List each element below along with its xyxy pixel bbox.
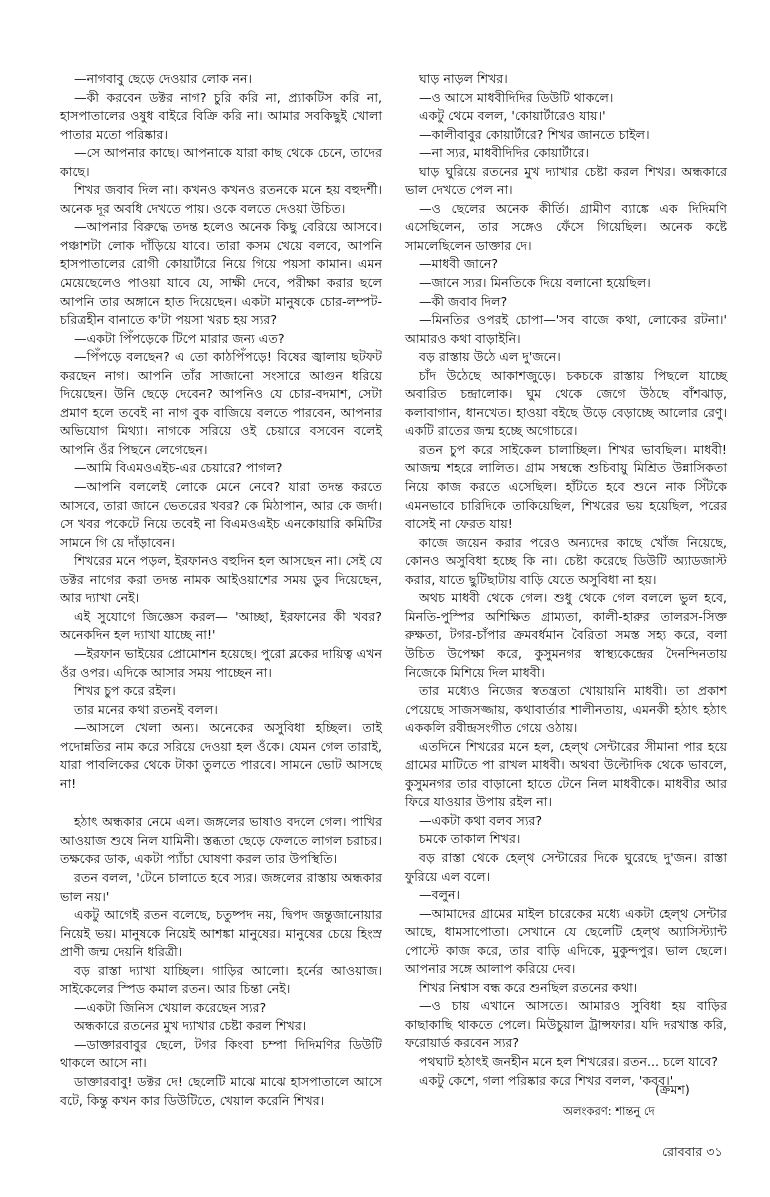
paragraph: —ও চায় এখানে আসতে। আমারও সুবিধা হয় বাড়ির কাছাকাছি থাকতে পেলে। মিউচুয়াল ট্রান্সফার। যদি দরখাস্ত করি, ফরোয়ার্ড করবেন স্যর? xyxy=(405,998,727,1051)
paragraph: শিখর চুপ করে রইল। xyxy=(74,683,176,699)
article-left-column xyxy=(60,70,382,1110)
paragraph: —ডাক্তারবাবুর ছেলে, টগর কিংবা চম্পা দিদিমণির ডিউটি থাকলে আসে না। xyxy=(60,1036,382,1071)
paragraph: চমকে তাকাল শিখর। xyxy=(419,831,521,847)
paragraph: বড় রাস্তা থেকে হেল্থ সেন্টারের দিকে ঘুরেছে দু'জন। রাস্তা ফুরিয়ে এল বলে। xyxy=(405,849,727,884)
paragraph: তার মধ্যেও নিজের স্বতন্ত্রতা খোয়ায়নি মাধবী। তা প্রকাশ পেয়েছে সাজসজ্জায়, কথাবার্তার শালীনতায়, এমনকী হঠাৎ হঠাৎ এককলি রবীন্দ্রসংগীত গেয়ে ওঠায়। xyxy=(405,683,727,736)
paragraph: —বলুন। xyxy=(419,887,461,903)
paragraph: পথঘাট হঠাৎই জনহীন মনে হল শিখরের। রতন... চলে যাবে? xyxy=(419,1053,718,1069)
paragraph: —কী করবেন ডক্টর নাগ? চুরি করি না, প্র্যাকটিস করি না, হাসপাতালের ওষুধ বাইরে বিক্রি করি না। আমার সবকিছুই খোলা পাতার মতো পরিষ্কার। xyxy=(60,89,382,142)
paragraph: —নাগবাবু ছেড়ে দেওয়ার লোক নন। xyxy=(74,71,252,86)
paragraph: —মিনতির ওপরই চোপা—'সব বাজে কথা, লোকের রটনা।' আমারও কথা বাড়াইনি। xyxy=(405,312,727,346)
paragraph: বড় রাস্তা দ্যাখা যাচ্ছিল। গাড়ির আলো। হর্নের আওয়াজ। সাইকেলের স্পিড কমাল রতন। আর চিন্তা নেই। xyxy=(60,962,382,997)
continued-marker: (ক্রমশ) xyxy=(655,1082,690,1097)
article-right-column xyxy=(405,70,727,1090)
paragraph: —একটা জিনিস খেয়াল করেছেন স্যর? xyxy=(74,999,267,1015)
paragraph: এই সুযোগে জিজ্ঞেস করল— 'আচ্ছা, ইরফানের কী খবর? অনেকদিন হল দ্যাখা যাচ্ছে না!' xyxy=(60,608,382,643)
section-break xyxy=(60,793,382,813)
paragraph: —ও ছেলের অনেক কীর্তি। গ্রামীণ ব্যাঙ্কে এক দিদিমণি এসেছিলেন, তার সঙ্গেও ফেঁসে গিয়েছিল। অনেক কষ্টে সামলেছিলেন ডাক্তার দে। xyxy=(405,200,727,253)
paragraph: অন্ধকারে রতনের মুখ দ্যাখার চেষ্টা করল শিখর। xyxy=(74,1018,307,1034)
paragraph: একটু আগেই রতন বলেছে, চতুষ্পদ নয়, দ্বিপদ জন্তুজানোয়ার নিয়েই ভয়। মানুষকে নিয়েই আশঙ্কা মানুষের। মানুষের চেয়ে হিংস্র প্রাণী জন্ম দেয়নি ধরিত্রী। xyxy=(60,907,382,960)
paragraph: শিখর নিশ্বাস বন্ধ করে শুনছিল রতনের কথা। xyxy=(419,979,638,995)
paragraph: একটু থেমে বলল, 'কোয়ার্টারেও যায়।' xyxy=(419,108,606,124)
paragraph: —ইরফান ভাইয়ের প্রোমোশন হয়েছে। পুরো ব্লকের দায়িত্ব এখন ওঁর ওপর। এদিকে আসার সময় পাচ্ছেন না। xyxy=(60,645,382,680)
paragraph: ডাক্তারবাবু! ডক্টর দে! ছেলেটি মাঝে মাঝে হাসপাতালে আসে বটে, কিন্তু কখন কার ডিউটিতে, খেয়াল করেনি শিখর। xyxy=(60,1073,382,1108)
paragraph: অথচ মাধবী থেকে গেল। শুধু থেকে গেল বললে ভুল হবে, মিনতি-পুস্পির অশিক্ষিত গ্রাম্যতা, কালী-হারুর তালরস-সিক্ত রুক্ষতা, টগর-চাঁপার ক্রমবর্ধমান বৈরিতা সমস্ত সহ্য করে, বলা উচিত উপেক্ষা করে, কুসুমনগর স্বাস্থ্যকেন্দ্রের দৈনন্দিনতায় নিজেকে মিশিয়ে দিল মাধবী। xyxy=(405,590,727,680)
paragraph: শিখর জবাব দিল না। কখনও কখনও রতনকে মনে হয় বহুদর্শী। অনেক দূর অবধি দেখতে পায়। ওকে বলতে দেওয়া উচিত। xyxy=(60,182,382,216)
paragraph: ঘাড় নাড়ল শিখর। xyxy=(419,71,508,86)
paragraph: —না স্যর, মাধবীদিদির কোয়ার্টারে। xyxy=(419,145,590,161)
paragraph: —জানে স্যর। মিনতিকে দিয়ে বলানো হয়েছিল। xyxy=(419,275,651,291)
paragraph: —কী জবাব দিল? xyxy=(419,293,508,309)
illustration-credit: অলংকরণ: শান্তনু দে xyxy=(563,1104,655,1118)
paragraph: ঘাড় ঘুরিয়ে রতনের মুখ দ্যাখার চেষ্টা করল শিখর। অন্ধকারে ভাল দেখতে পেল না। xyxy=(405,163,727,198)
paragraph: —একটা কথা বলব স্যর? xyxy=(419,812,543,828)
paragraph: —আপনার বিরুদ্ধে তদন্ত হলেও অনেক কিছু বেরিয়ে আসবে। পঞ্চাশটা লোক দাঁড়িয়ে যাবে। তারা কসম খেয়ে বলবে, আপনি হাসপাতালের রোগী কোয়ার্টারে নিয়ে গিয়ে পয়সা কামান। এমন মেয়েছেলেও পাওয়া যাবে যে, সাক্ষী দেবে, পরীক্ষা করার ছলে আপনি তার অঙ্গানে হাত দিয়েছেন। একটা মানুষকে চোর-লম্পট-চরিত্রহীন বানাতে ক'টা পয়সা খরচ হয় স্যর? xyxy=(60,219,382,328)
paragraph: হঠাৎ অন্ধকার নেমে এল। জঙ্গলের ভাষাও বদলে গেল। পাখির আওয়াজ শুষে নিল যামিনী। স্তব্ধতা ছেড়ে ফেলতে লাগল চরাচর। তক্ষকের ডাক, একটা প্যাঁচা ঘোষণা করল তার উপস্থিতি। xyxy=(60,814,382,867)
paragraph: রতন চুপ করে সাইকেল চালাচ্ছিল। শিখর ভাবছিল। মাধবী! আজন্ম শহরে লালিত। গ্রাম সম্বন্ধে শুচিবায়ু মিশ্রিত উন্নাসিকতা নিয়ে কাজ করতে এসেছিল। হাঁটতে হবে শুনে নাক সিঁটকে এমনভাবে চারিদিকে তাকিয়েছিল, শিখরের ভয় হয়েছিল, পরের বাসেই না ফেরত যায়! xyxy=(405,441,727,532)
paragraph: —একটা পিঁপড়েকে টিপে মারার জন্য এত? xyxy=(74,330,285,346)
paragraph: —কালীবাবুর কোয়ার্টারে? শিখর জানতে চাইল। xyxy=(419,126,650,142)
paragraph: রতন বলল, 'টেনে চালাতে হবে স্যর। জঙ্গলের রাস্তায় অন্ধকার ভাল নয়।' xyxy=(60,869,382,904)
page-footer: রোববার ৩১ xyxy=(662,1144,723,1159)
paragraph: —আমাদের গ্রামের মাইল চারেকের মধ্যে একটা হেল্থ সেন্টার আছে, ধামসাপোতা। সেখানে যে ছেলেটি হেল্থ অ্যাসিস্ট্যান্ট পোস্টে কাজ করে, তার বাড়ি এদিকে, মুকুন্দপুর। ভাল ছেলে। আপনার সঙ্গে আলাপ করিয়ে দেব। xyxy=(405,905,727,977)
paragraph: বড় রাস্তায় উঠে এল দু'জনে। xyxy=(419,349,561,365)
paragraph: শিখরের মনে পড়ল, ইরফানও বহুদিন হল আসছেন না। সেই যে ডক্টর নাগের করা তদন্ত নামক আইওয়াশের সময় ডুব দিয়েছেন, আর দ্যাখা নেই। xyxy=(60,553,382,606)
paragraph: এতদিনে শিখরের মনে হল, হেল্থ সেন্টারের সীমানা পার হয়ে গ্রামের মাটিতে পা রাখল মাধবী। অথবা উল্টোদিক থেকে ভাবলে, কুসুমনগর তার বাড়ানো হাতে টেনে নিল মাধবীকে। মাধবীর আর ফিরে যাওয়ার উপায় রইল না। xyxy=(405,738,727,810)
paragraph: —পিঁপড়ে বলছেন? এ তো কাঠপিঁপড়ে! বিষের জ্বালায় ছটফট করছেন নাগ। আপনি তাঁর সাজানো সংসারে আগুন ধরিয়ে দিয়েছেন। উনি ছেড়ে দেবেন? আপনিও যে চোর-বদমাশ, সেটা প্রমাণ হলে তবেই না নাগ বুক বাজিয়ে বলতে পারবেন, আপনার অভিযোগ মিথ্যা। নাগকে সরিয়ে ওই চেয়ারে বসবেন বলেই আপনি ওঁর পিছনে লেগেছেন। xyxy=(60,349,382,457)
paragraph: তার মনের কথা রতনই বলল। xyxy=(74,701,218,717)
paragraph: —আসলে খেলা অন্য। অনেকের অসুবিধা হচ্ছিল। তাই পদোন্নতির নাম করে সরিয়ে দেওয়া হল ওঁকে। যেমন গেল তারাই, যারা পাবলিকের থেকে টাকা তুলতে পারবে। সামনে ভোট আসছে না! xyxy=(60,720,382,791)
paragraph: কাজে জয়েন করার পরেও অন্যদের কাছে খোঁজ নিয়েছে, কোনও অসুবিধা হচ্ছে কি না। চেষ্টা করেছে ডিউটি অ্যাডজাস্ট করার, যাতে ছুটিছাটায় বাড়ি যেতে অসুবিধা না হয়। xyxy=(405,534,727,587)
paragraph: —মাধবী জানে? xyxy=(419,256,499,272)
paragraph: —সে আপনার কাছে। আপনাকে যারা কাছ থেকে চেনে, তাদের কাছে। xyxy=(60,145,382,179)
paragraph: —ও আসে মাধবীদিদির ডিউটি থাকলে। xyxy=(419,89,614,105)
paragraph: —আপনি বললেই লোকে মেনে নেবে? যারা তদন্ত করতে আসবে, তারা জানে ভেতরের খবর? কে মিঠাপান, আর কে জর্দা। সে খবর পকেটে নিয়ে তবেই না বিএমওএইচ এনকোয়ারি কমিটির সামনে গি য়ে দাঁড়াবেন। xyxy=(60,479,382,550)
paragraph: চাঁদ উঠেছে আকাশজুড়ে। চকচকে রাস্তায় পিছলে যাচ্ছে অবারিত চন্দ্রালোক। ঘুম থেকে জেগে উঠছে বাঁশঝাড়, কলাবাগান, ধানখেত। হাওয়া বইছে উড়ে বেড়াচ্ছে আলোর রেণু। একটি রাতের জন্ম হচ্ছে অগোচরে। xyxy=(405,367,727,439)
paragraph: একটু কেশে, গলা পরিষ্কার করে শিখর বলল, 'কবব।' xyxy=(419,1072,674,1088)
paragraph: —আমি বিএমওএইচ-এর চেয়ারে? পাগল? xyxy=(74,460,283,476)
